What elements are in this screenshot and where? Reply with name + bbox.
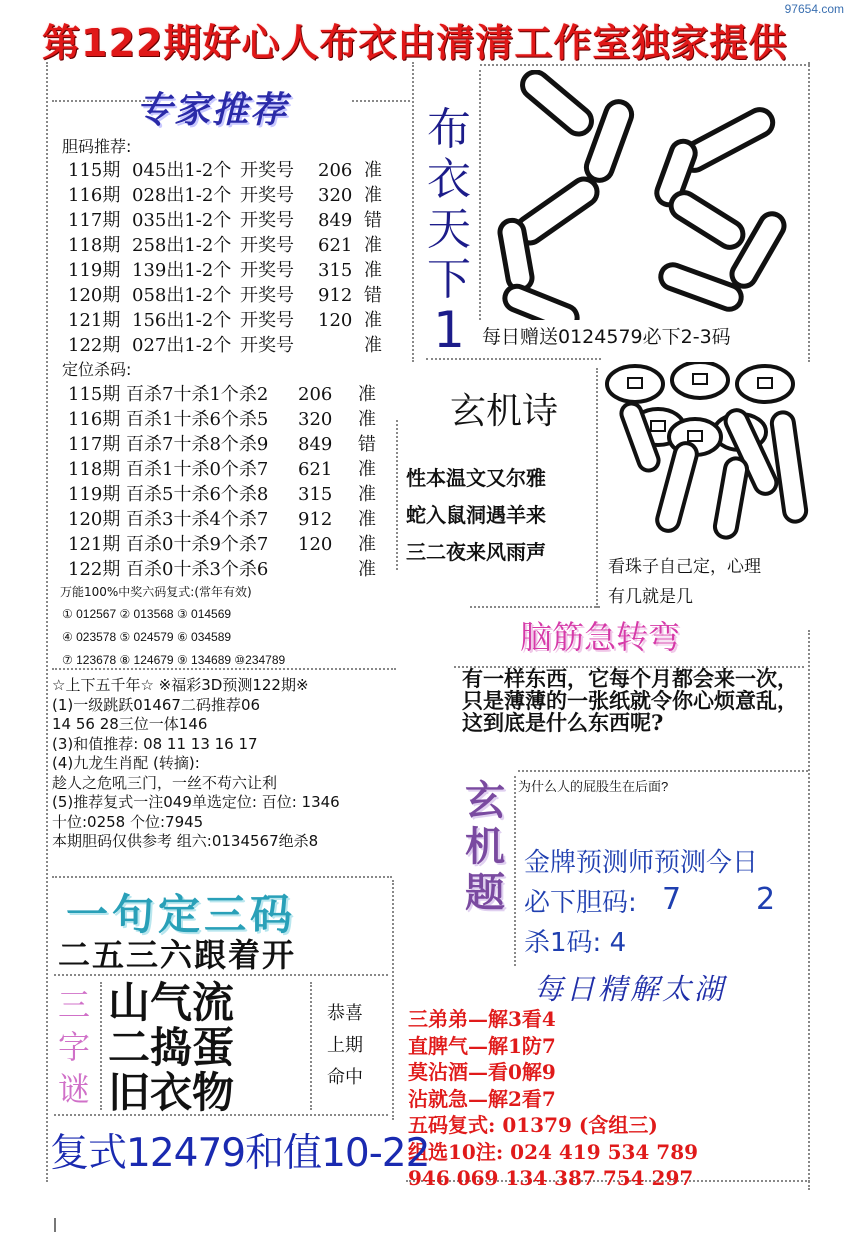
- kill-issue: 118期: [68, 459, 121, 480]
- kill-status: 准: [358, 509, 376, 530]
- gold-dan2: 2: [756, 882, 776, 917]
- kill-pick: 百杀5十杀6个杀8: [126, 484, 269, 505]
- xuanji-char: 机: [465, 823, 505, 870]
- buyi-char: 下: [427, 254, 471, 305]
- dan-label-cell: 开奖号: [240, 210, 294, 231]
- kill-row: [68, 432, 408, 457]
- taihu-line: 三弟弟—解3看4: [408, 1007, 556, 1031]
- riddle-lines: [108, 980, 234, 1115]
- dan-pick: 045出1-2个: [132, 160, 232, 181]
- kill-pick: 百杀0十杀9个杀7: [126, 534, 269, 555]
- buyi-vertical-title: [424, 104, 474, 359]
- taihu-lines: [408, 1006, 698, 1192]
- riddle-text: 有一样东西，它每个月都会来一次，只是薄薄的一张纸就令你心烦意乱，这到底是什么东西呢?: [462, 666, 798, 735]
- dan-result: 849: [318, 210, 353, 231]
- forecast-block: [52, 676, 340, 852]
- kill-row: [68, 382, 408, 407]
- taihu-line: 沾就急—解2看7: [408, 1086, 556, 1111]
- gift-line: 每日赠送0124579必下2-3码: [482, 326, 731, 348]
- dan-pick: 258出1-2个: [132, 235, 232, 256]
- forecast-line: 14 56 28三位一体146: [52, 715, 208, 733]
- xuanji-line: [518, 770, 808, 772]
- kill-row: [68, 557, 408, 582]
- dan-issue: 115期: [68, 160, 121, 181]
- kill-row: [68, 457, 408, 482]
- dan-result: 315: [318, 260, 353, 281]
- poem-title: 玄机诗: [450, 391, 559, 432]
- san-zi-mi-label: [56, 984, 92, 1110]
- gold-dan1: 7: [662, 882, 682, 917]
- congrats-line: 恭喜: [327, 1003, 363, 1024]
- kill-pick: 百杀1十杀0个杀7: [126, 459, 269, 480]
- dan-label-cell: 开奖号: [240, 160, 294, 181]
- dan-row: [68, 258, 408, 283]
- sanzimi-divider: [100, 982, 102, 1110]
- taihu-line: 946 069 134 387 754 297: [408, 1166, 694, 1190]
- kill-pick: 百杀1十杀6个杀5: [126, 409, 269, 430]
- kill-table: [68, 382, 408, 582]
- dan-issue: 121期: [68, 310, 121, 331]
- hint-line: 有几就是几: [608, 587, 693, 607]
- riddle-line: 旧衣物: [108, 1068, 235, 1117]
- xuanji-title: [458, 778, 512, 916]
- kill-status: 错: [358, 434, 376, 455]
- taihu-line: 莫沾酒—看0解9: [408, 1060, 556, 1084]
- kill-issue: 117期: [68, 434, 121, 455]
- fushi-line-text: 复式12479和值10-22: [50, 1131, 430, 1176]
- six-list: [62, 603, 285, 672]
- dan-status: 准: [364, 160, 382, 181]
- dan-issue: 122期: [68, 335, 121, 356]
- riddle-top-line: [470, 606, 600, 608]
- dan-label-cell: 开奖号: [240, 310, 294, 331]
- kill-row: [68, 482, 408, 507]
- dan-status: 准: [364, 235, 382, 256]
- taihu-line: 组选10注: 024 419 534 789: [408, 1139, 699, 1164]
- forecast-line: ☆上下五千年☆ ※福彩3D预测122期※: [52, 676, 309, 694]
- yiju-right-line: [392, 880, 394, 1120]
- kill-status: 准: [358, 384, 376, 405]
- forecast-line: 趁人之危吼三门，一丝不苟六让利: [52, 773, 278, 792]
- dan-row: [68, 333, 408, 358]
- dan-issue: 116期: [68, 185, 121, 206]
- dan-result: 621: [318, 235, 353, 256]
- kill-issue: 120期: [68, 509, 121, 530]
- yiju-title: 一句定三码: [66, 890, 297, 939]
- gold-left-line: [514, 776, 516, 966]
- congrats: [322, 998, 368, 1094]
- forecast-line: 十位:0258 个位:7945: [52, 812, 204, 831]
- forecast-line: (1)一级跳跃01467二码推荐06: [52, 695, 261, 714]
- top-right-line: [480, 64, 810, 66]
- dan-label-cell: 开奖号: [240, 235, 294, 256]
- dan-pick: 035出1-2个: [132, 210, 232, 231]
- dan-label-cell: 开奖号: [240, 260, 294, 281]
- dan-pick: 156出1-2个: [132, 310, 232, 331]
- dan-table: [68, 158, 408, 358]
- forecast-line: (4)九龙生肖配 (转摘):: [52, 754, 200, 772]
- page-title: 第122期好心人布衣由清清工作室独家提供: [42, 21, 788, 65]
- gold-dan-label: 必下胆码:: [524, 888, 637, 918]
- dan-status: 错: [364, 210, 382, 231]
- gold-line2: [524, 882, 804, 918]
- poem-line: 蛇入鼠洞遇羊来: [406, 503, 546, 527]
- buyi-char: 1: [433, 301, 465, 359]
- buyi-char: 布: [427, 104, 471, 155]
- kill-result: 120: [298, 534, 333, 555]
- expert-heading: 专家推荐: [136, 89, 289, 131]
- yiju-subtitle: 二五三六跟着开: [58, 936, 297, 974]
- gold-line3: 杀1码: 4: [524, 928, 627, 958]
- dan-label-cell: 开奖号: [240, 285, 294, 306]
- kill-result: 320: [298, 409, 333, 430]
- dan-issue: 119期: [68, 260, 121, 281]
- kill-result: 315: [298, 484, 333, 505]
- expert-divider-right: [352, 100, 410, 102]
- forecast-line: (5)推荐复式一注049单选定位: 百位: 1346: [52, 793, 340, 811]
- coins-99-image: [600, 362, 810, 546]
- dan-status: 错: [364, 285, 382, 306]
- dan-status: 准: [364, 185, 382, 206]
- coin-left-line: [596, 368, 598, 608]
- kill-issue: 119期: [68, 484, 121, 505]
- taihu-line: 五码复式: 01379 (含组三): [408, 1113, 658, 1137]
- col-divider: [412, 62, 414, 362]
- dan-row: [68, 158, 408, 183]
- dan-row: [68, 283, 408, 308]
- dan-issue: 120期: [68, 285, 121, 306]
- kill-result: 912: [298, 509, 333, 530]
- riddle-title: 脑筋急转弯: [520, 618, 681, 656]
- congrats-line: 命中: [327, 1067, 363, 1088]
- dan-result: 206: [318, 160, 353, 181]
- taihu-title: 每日精解太湖: [534, 972, 727, 1006]
- buyi-char: 衣: [427, 154, 471, 205]
- kill-label: 定位杀码:: [62, 360, 132, 379]
- hint-line: 看珠子自己定，心理: [608, 557, 761, 577]
- dan-pick: 139出1-2个: [132, 260, 232, 281]
- kill-result: 849: [298, 434, 333, 455]
- sanzimi-char: 三: [57, 986, 90, 1024]
- kill-status: 准: [358, 484, 376, 505]
- dan-row: [68, 233, 408, 258]
- six-title: 万能100%中奖六码复式:(常年有效): [60, 585, 252, 599]
- kill-pick: 百杀3十杀4个杀7: [126, 509, 269, 530]
- riddle-line: 二捣蛋: [108, 1023, 235, 1072]
- bottom-mark: [54, 1218, 56, 1232]
- poem-line: 性本温文又尔雅: [406, 466, 546, 490]
- yiju-top-line: [52, 876, 392, 878]
- dan-label-cell: 开奖号: [240, 335, 294, 356]
- dan-row: [68, 183, 408, 208]
- kill-row: [68, 532, 408, 557]
- dan-label: 胆码推荐:: [62, 137, 132, 156]
- kill-pick: 百杀7十杀1个杀2: [126, 384, 269, 405]
- gold-line1: 金牌预测师预测今日: [524, 848, 759, 878]
- dan-row: [68, 308, 408, 333]
- kill-issue: 116期: [68, 409, 121, 430]
- dan-result: 120: [318, 310, 353, 331]
- dan-status: 准: [364, 310, 382, 331]
- congrats-divider: [310, 982, 312, 1110]
- six-row: ⑦ 123678 ⑧ 124679 ⑨ 134689 ⑩234789: [62, 653, 286, 667]
- big-number-25: [484, 70, 804, 320]
- kill-result: 621: [298, 459, 333, 480]
- poem-hint: [608, 552, 761, 612]
- xuanji-char: 玄: [465, 777, 505, 824]
- dan-pick: 027出1-2个: [132, 335, 232, 356]
- watermark: 97654.com: [784, 2, 844, 16]
- kill-status: 准: [358, 559, 376, 580]
- dan-pick: 058出1-2个: [132, 285, 232, 306]
- poem-line: 三二夜来风雨声: [406, 540, 546, 564]
- dan-row: [68, 208, 408, 233]
- right-border-top: [808, 62, 810, 362]
- riddle-line: 山气流: [108, 978, 235, 1027]
- dan-result: 320: [318, 185, 353, 206]
- kill-row: [68, 407, 408, 432]
- congrats-line: 上期: [327, 1035, 363, 1056]
- forecast-line: 本期胆码仅供参考 组六:0134567绝杀8: [52, 832, 319, 850]
- kill-status: 准: [358, 459, 376, 480]
- taihu-line: 直脾气—解1防7: [408, 1033, 556, 1058]
- kill-issue: 122期: [68, 559, 121, 580]
- dan-pick: 028出1-2个: [132, 185, 232, 206]
- dan-issue: 117期: [68, 210, 121, 231]
- kill-row: [68, 507, 408, 532]
- sanzimi-char: 字: [57, 1028, 90, 1066]
- kill-status: 准: [358, 409, 376, 430]
- kill-status: 准: [358, 534, 376, 555]
- sanzimi-char: 谜: [57, 1070, 90, 1108]
- six-row: ① 012567 ② 013568 ③ 014569: [62, 607, 232, 621]
- kill-pick: 百杀7十杀8个杀9: [126, 434, 269, 455]
- dan-label-cell: 开奖号: [240, 185, 294, 206]
- six-row: ④ 023578 ⑤ 024579 ⑥ 034589: [62, 630, 232, 644]
- right-border-bottom: [808, 630, 810, 1190]
- xuanji-char: 题: [465, 869, 505, 916]
- dan-result: 912: [318, 285, 353, 306]
- buyi-char: 天: [427, 204, 471, 255]
- poem-lines: [406, 460, 546, 571]
- fushi-line: [54, 1114, 388, 1116]
- forecast-line: (3)和值推荐: 08 11 13 16 17: [52, 734, 258, 753]
- kill-result: 206: [298, 384, 333, 405]
- kill-pick: 百杀0十杀3个杀6: [126, 559, 269, 580]
- left-border: [46, 62, 48, 1182]
- dan-status: 准: [364, 260, 382, 281]
- xuanji-question: 为什么人的屁股生在后面?: [518, 779, 669, 794]
- kill-issue: 121期: [68, 534, 121, 555]
- image-border: [479, 70, 481, 320]
- kill-issue: 115期: [68, 384, 121, 405]
- dan-status: 准: [364, 335, 382, 356]
- dan-issue: 118期: [68, 235, 121, 256]
